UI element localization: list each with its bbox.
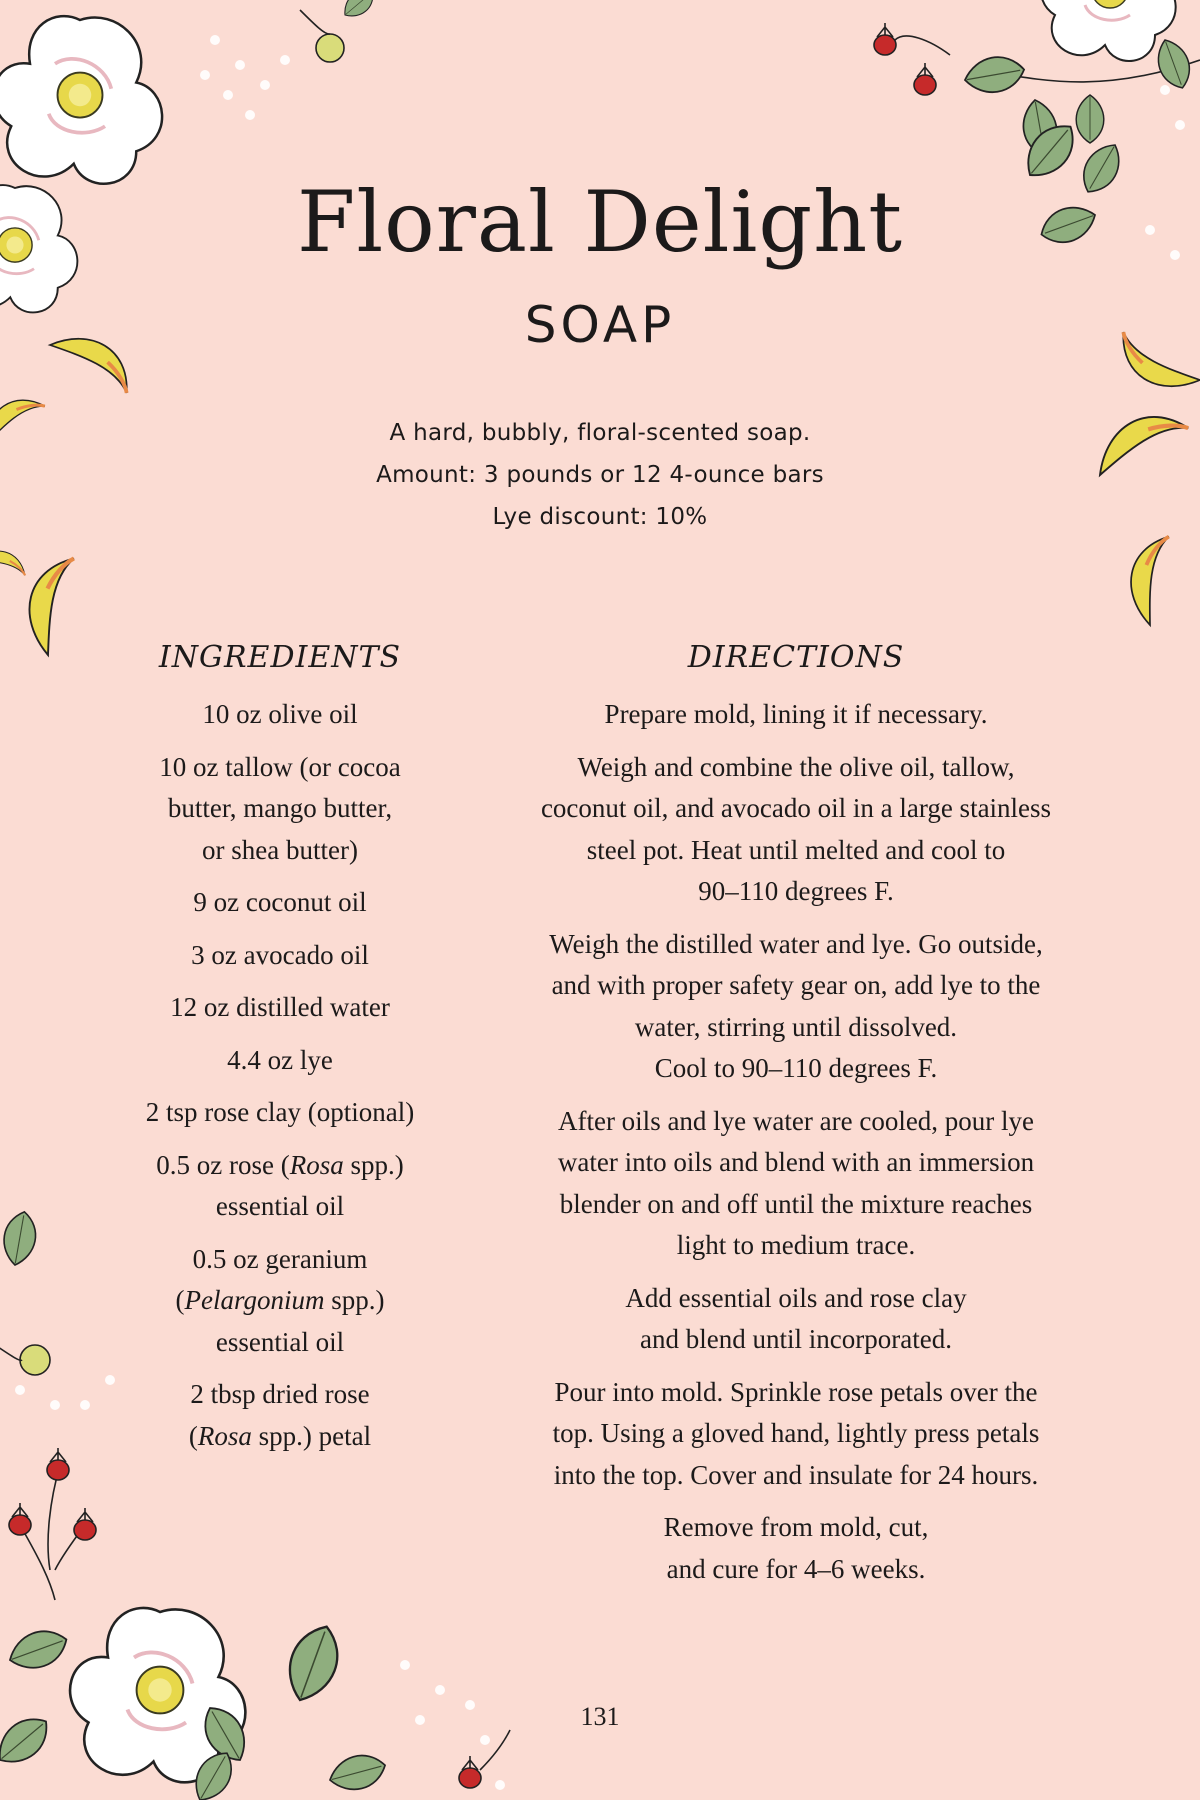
list-item: 3 oz avocado oil xyxy=(191,939,369,970)
directions-list xyxy=(480,694,1112,1601)
list-item: 9 oz coconut oil xyxy=(193,887,367,917)
page-number: 131 xyxy=(580,1702,620,1731)
directions-heading: DIRECTIONS xyxy=(687,640,905,675)
direction-step: Remove from mold, cut, and cure for 4–6 weeks. xyxy=(663,1512,929,1584)
list-item: 0.5 oz geranium (Pelargonium spp.) essential oil xyxy=(175,1243,385,1357)
rosehip-icon xyxy=(459,1756,481,1788)
direction-step: Prepare mold, lining it if necessary. xyxy=(604,699,988,729)
rosehip-icon xyxy=(9,1503,31,1535)
white-rose-icon xyxy=(0,16,162,184)
list-item: 0.5 oz rose (Rosa spp.) essential oil xyxy=(156,1149,404,1221)
rosehip-icon xyxy=(47,1448,69,1480)
direction-step: Weigh the distilled water and lye. Go outside, and with proper safety gear on, add lye to the water, stirring until dissolved. Cool to 90–110 degrees F. xyxy=(549,928,1043,1083)
recipe-lye-discount: Lye discount: 10% xyxy=(492,504,708,530)
ingredients-heading: INGREDIENTS xyxy=(158,640,402,675)
rosebud-icon xyxy=(0,1209,50,1375)
white-rose-icon xyxy=(1041,0,1176,61)
list-item: 12 oz distilled water xyxy=(170,992,390,1022)
direction-step: Add essential oils and rose clay and blend until incorporated. xyxy=(625,1282,967,1354)
recipe-title: Floral Delight xyxy=(297,173,903,271)
list-item: 10 oz olive oil xyxy=(202,699,358,729)
direction-step: After oils and lye water are cooled, pour lye water into oils and blend with an immersion blender on and off until the mixture reaches light to medium trace. xyxy=(557,1105,1035,1260)
yellow-petal-icon xyxy=(1120,530,1173,625)
ingredients-list xyxy=(100,694,460,1468)
direction-step: Pour into mold. Sprinkle rose petals over the top. Using a gloved hand, lightly press petals into the top. Cover and insulate for 24 hours. xyxy=(552,1376,1040,1490)
rose-leaf-icon xyxy=(0,1619,389,1800)
list-item: 2 tbsp dried rose (Rosa spp.) petal xyxy=(188,1379,372,1451)
recipe-subtitle: SOAP xyxy=(524,296,676,354)
dot-cluster xyxy=(200,35,290,120)
rosehip-icon xyxy=(914,63,936,95)
yellow-petal-icon xyxy=(15,550,78,655)
dot-cluster xyxy=(400,1660,505,1790)
list-item: 2 tsp rose clay (optional) xyxy=(145,1097,415,1127)
direction-step: Weigh and combine the olive oil, tallow, coconut oil, and avocado oil in a large stainless steel pot. Heat until melted and cool to 90–110 degrees F. xyxy=(540,751,1052,906)
yellow-petal-icon xyxy=(0,543,30,578)
recipe-description: A hard, bubbly, floral-scented soap. xyxy=(389,420,811,446)
rosehip-icon xyxy=(74,1508,96,1540)
white-rose-icon xyxy=(70,1608,245,1782)
recipe-intro xyxy=(0,412,1200,538)
rosehip-icon xyxy=(874,23,896,55)
recipe-amount: Amount: 3 pounds or 12 4-ounce bars xyxy=(376,462,824,488)
rosebud-icon xyxy=(300,0,379,62)
list-item: 10 oz tallow (or cocoa butter, mango butter, or shea butter) xyxy=(159,751,401,865)
list-item: 4.4 oz lye xyxy=(227,1044,333,1075)
